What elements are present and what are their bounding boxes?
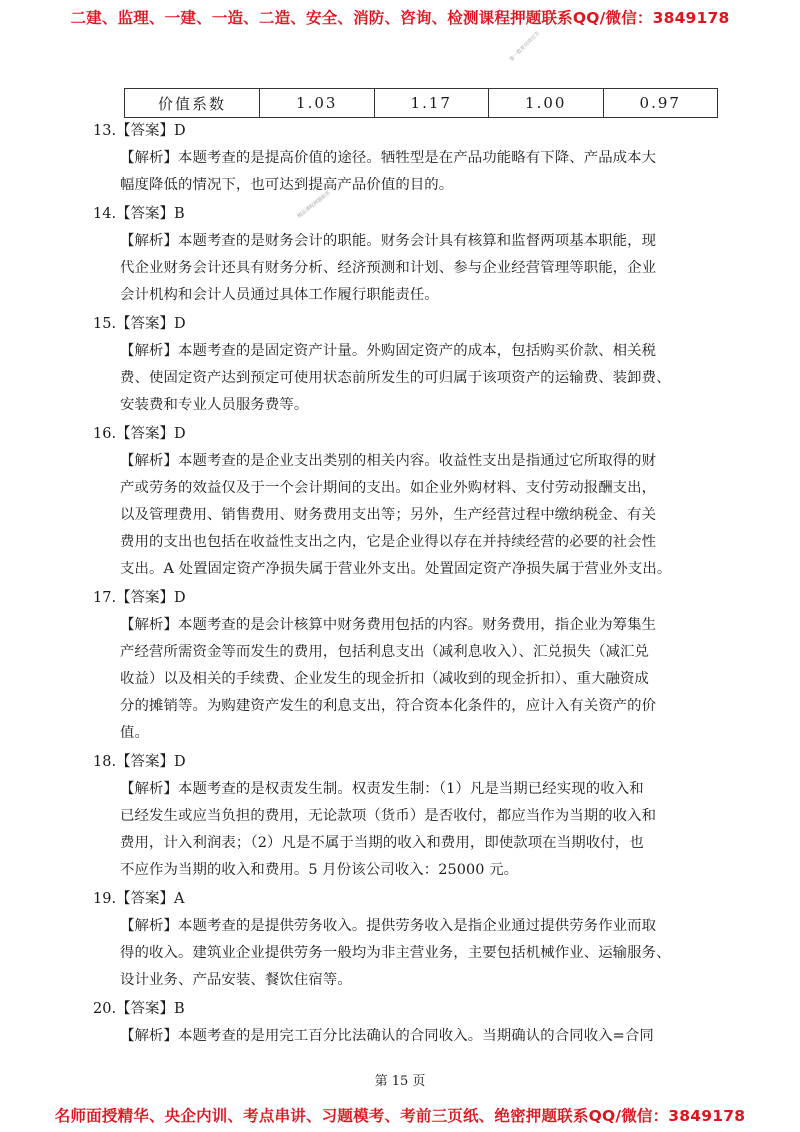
answer-item [93,887,718,994]
table-row [125,89,718,118]
answer-item [93,997,718,1050]
page-number: 第 15 页 [374,1074,426,1089]
answer-label: 16.【答案】D [93,426,186,442]
answer-item [93,312,718,419]
answer-label: 14.【答案】B [93,206,185,222]
watermark-stamp: 第一教育培训官方 [508,30,542,63]
answer-item [93,202,718,309]
answer-label: 19.【答案】A [93,891,185,907]
explanation: 【解析】本题考查的是企业支出类别的相关内容。收益性支出是指通过它所取得的财 产或劳务的效益仅及于一个会计期间的支出。如企业外购材料、支付劳动报酬支出， 以及管理费用、销售费用、财务费用支出等；另外，生产经营过程中缴纳税金、有关 费用的支出也包括在收益性支出之内，它是企业得以存在并持续经营的必要的社会性 支出。A 处置固定资产净损失属于营业外支出。处置固定资产净损失属于营业外支出。 [120,453,672,577]
answer-item [93,119,718,199]
answer-label: 18.【答案】D [93,754,186,770]
answer-list [93,118,718,1053]
explanation: 【解析】本题考查的是财务会计的职能。财务会计具有核算和监督两项基本职能，现 代企业财务会计还具有财务分析、经济预测和计划、参与企业经营管理等职能，企业 会计机构和会计人员通过具体工作履行职能责任。 [120,233,657,303]
table-cell: 0.97 [603,89,718,118]
explanation: 【解析】本题考查的是用完工百分比法确认的合同收入。当期确认的合同收入=合同 [120,1028,654,1044]
table-cell: 1.03 [260,89,375,118]
answer-label: 17.【答案】D [93,590,186,606]
bottom-banner: 名师面授精华、央企内训、考点串讲、习题模考、考前三页纸、绝密押题联系QQ/微信：3849178 [54,1107,746,1125]
explanation: 【解析】本题考查的是固定资产计量。外购固定资产的成本，包括购买价款、相关税 费、使固定资产达到预定可使用状态前所发生的可归属于该项资产的运输费、装卸费、 安装费和专业人员服务费等。 [120,343,671,413]
explanation: 【解析】本题考查的是会计核算中财务费用包括的内容。财务费用，指企业为筹集生 产经营所需资金等而发生的费用，包括利息支出（减利息收入）、汇兑损失（减汇兑 收益）以及相关的手续费、企业发生的现金折扣（减收到的现金折扣）、重大融资成 分的摊销等。为购建资产发生的利息支出，符合资本化条件的，应计入有关资产的价 值。 [120,617,657,741]
explanation: 【解析】本题考查的是提供劳务收入。提供劳务收入是指企业通过提供劳务作业而取 得的收入。建筑业企业提供劳务一般均为非主营业务，主要包括机械作业、运输服务、 设计业务、产品安装、餐饮住宿等。 [120,918,671,988]
explanation: 【解析】本题考查的是提高价值的途径。牺牲型是在产品功能略有下降、产品成本大 幅度降低的情况下，也可达到提高产品价值的目的。 [120,150,657,193]
table-cell: 1.00 [489,89,604,118]
answer-label: 13.【答案】D [93,123,186,139]
value-coefficient-table [124,88,718,118]
watermark-stamp: 精品课程押题联系 [296,190,332,220]
answer-item [93,586,718,747]
top-banner: 二建、监理、一建、一造、二造、安全、消防、咨询、检测课程押题联系QQ/微信：3849178 [70,9,730,27]
answer-label: 20.【答案】B [93,1001,185,1017]
answer-item [93,422,718,583]
table-label-cell: 价值系数 [125,89,260,118]
answer-label: 15.【答案】D [93,316,186,332]
explanation: 【解析】本题考查的是权责发生制。权责发生制：（1）凡是当期已经实现的收入和 已经发生或应当负担的费用，无论款项（货币）是否收付，都应当作为当期的收入和 费用，计入利润表；（2）凡是不属于当期的收入和费用，即使款项在当期收付，也 不应作为当期的收入和费用。5 月份该公司收入：25000 元。 [120,781,657,878]
answer-item [93,750,718,884]
table-cell: 1.17 [374,89,489,118]
